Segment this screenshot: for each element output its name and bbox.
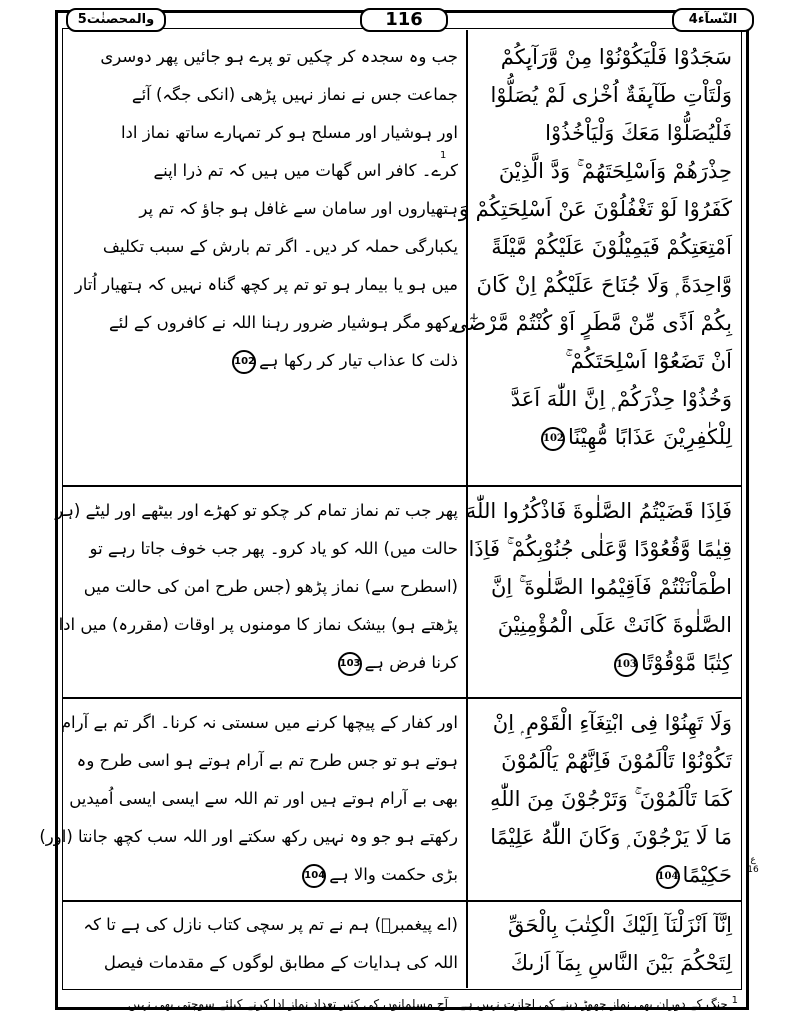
ayah-number-badge: 103 [338,652,362,676]
arabic-text: لِلْكٰفِرِيْنَ عَذَابًا مُّهِيْنًا [568,425,732,449]
arabic-line [480,418,732,456]
arabic-line: سَجَدُوْا فَلْيَكُوْنُوْا مِنْ وَّرَآىِٕكُمْ [500,45,732,69]
juz-title: والمحصنٰت5 [66,8,166,32]
arabic-line: اَمْتِعَتِكُمْ فَيَمِيْلُوْنَ عَلَيْكُمْ مَّيْلَةً [491,235,732,259]
arabic-line: قِيٰمًا وَّقُعُوْدًا وَّعَلٰى جُنُوْبِكُمْ ۚ فَاِذَا [468,537,732,561]
ayah-number-badge: 102 [541,427,565,451]
arabic-section-1 [450,38,732,456]
urdu-text: ذلت کا عذاب تیار کر رکھا ہے [259,351,458,370]
urdu-line [76,644,458,682]
urdu-text: کرنا فرض ہے [364,653,458,672]
section-divider [62,485,742,487]
arabic-line [480,856,732,894]
surah-title: النّسآء4 [672,8,754,32]
urdu-line: اللہ کی ہدایات کے مطابق لوگوں کے مقدمات فیصل [103,953,458,972]
ayah-number-badge: 102 [232,350,256,374]
arabic-line: وَلْتَاْتِ طَآىِٕفَةٌ اُخْرٰى لَمْ يُصَلُّوْا [490,83,732,107]
urdu-line: جب وہ سجدہ کر چکیں تو پرے ہو جائیں پھر دوسری [100,47,458,66]
urdu-section-4 [76,906,458,982]
arabic-line: بِكُمْ اَذًى مِّنْ مَّطَرٍ اَوْ كُنْتُمْ مَّرْضٰٓى [450,311,732,335]
urdu-line: جماعت جس نے نماز نہیں پڑھی (انکی جگہ) آئے [131,85,458,104]
urdu-section-1 [76,38,458,380]
footnote [66,990,738,1012]
section-divider [62,697,742,699]
urdu-line: پھر جب تم نماز تمام کر چکو تو کھڑے اور بیٹھے اور لیٹے (ہر [55,501,458,520]
page-number: 116 [360,8,448,32]
arabic-line: اَنْ تَضَعُوْٓا اَسْلِحَتَكُمْ ۚ [565,349,732,373]
arabic-line: اطْمَاْنَنْتُمْ فَاَقِيْمُوا الصَّلٰوةَ ۚ اِنَّ [491,575,732,599]
arabic-line: وَّاحِدَةً ۭ وَلَا جُنَاحَ عَلَيْكُمْ اِنْ كَانَ [476,273,732,297]
ayah-number-badge: 104 [656,865,680,889]
arabic-line: كَفَرُوْا لَوْ تَغْفُلُوْنَ عَنْ اَسْلِحَتِكُمْ وَ [458,197,732,221]
arabic-line: لِتَحْكُمَ بَيْنَ النَّاسِ بِمَآ اَرٰىكَ [510,951,732,975]
arabic-line: وَخُذُوْا حِذْرَكُمْ ۭ اِنَّ اللّٰهَ اَعَدَّ [510,387,732,411]
urdu-line: اور کفار کے پیچھا کرنے میں سستی نہ کرنا۔ اگر تم بے آرام [60,713,458,732]
arabic-line: اِنَّآ اَنْزَلْنَآ اِلَيْكَ الْكِتٰبَ بِالْحَقِّ [508,913,732,937]
arabic-line: فَلْيُصَلُّوْا مَعَكَ وَلْيَاْخُذُوْا [545,121,732,145]
urdu-line: ہوتے ہو تو جس طرح تم بے آرام ہوتے ہو اسی طرح وہ [76,751,458,770]
arabic-line: فَاِذَا قَضَيْتُمُ الصَّلٰوةَ فَاذْكُرُوا اللّٰهَ [465,499,732,523]
arabic-line: كَمَا تَاْلَمُوْنَ ۚ وَتَرْجُوْنَ مِنَ اللّٰهِ [489,787,732,811]
urdu-line: (اے پیغمبرؐ) ہم نے تم پر سچی کتاب نازل کی ہے تا کہ [83,915,458,934]
section-divider [62,900,742,902]
urdu-line [76,152,458,190]
ruku-marker: ع 16 [747,855,759,875]
urdu-line: یکبارگی حملہ کر دیں۔ اگر تم بارش کے سبب تکلیف [102,237,458,256]
arabic-line: حِذْرَهُمْ وَاَسْلِحَتَهُمْ ۚ وَدَّ الَّذِيْنَ [498,159,732,183]
arabic-section-2 [465,492,732,682]
urdu-line [76,856,458,894]
arabic-line: مَا لَا يَرْجُوْنَ ۭ وَكَانَ اللّٰهُ عَلِيْمًا [490,825,732,849]
arabic-text: حَكِيْمًا [682,863,732,887]
urdu-line [76,342,458,380]
ayah-number-badge: 103 [614,653,638,677]
urdu-line: رکھو مگر ہوشیار ضرور رہنا اللہ نے کافروں کے لئے [108,313,458,332]
footnote-text: جنگ کے دوران بھی نماز چھوڑ دینے کی اجازت نہیں ہے۔ آج مسلمانوں کی کثیر تعداد نماز ادا کرنے کیلئے سوچتی بھی نہیں۔ [120,997,728,1011]
urdu-section-2 [55,492,458,682]
urdu-text: کرے۔ کافر اس گھات میں ہیں کہ تم ذرا اپنے [153,161,458,180]
arabic-section-3 [480,704,732,894]
urdu-line: (اسطرح سے) نماز پڑھو (جس طرح امن کی حالت میں [83,577,458,596]
urdu-line: حالت میں) اللہ کو یاد کرو۔ پھر جب خوف جاتا رہے تو [89,539,458,558]
footnote-reference: 1 [440,150,447,161]
arabic-section-4 [480,906,732,982]
urdu-text: بڑی حکمت والا ہے [329,865,458,884]
urdu-section-3 [39,704,458,894]
urdu-line: رکھتے ہو جو وہ نہیں رکھ سکتے اور اللہ سب کچھ جانتا (اور) [39,827,458,846]
arabic-line: الصَّلٰوةَ كَانَتْ عَلَى الْمُؤْمِنِيْنَ [497,613,732,637]
urdu-line: اور ہوشیار اور مسلح ہو کر تمہارے ساتھ نماز ادا [120,123,458,142]
arabic-line [480,644,732,682]
footnote-number: 1 [731,995,738,1006]
ayah-number-badge: 104 [302,864,326,888]
urdu-line: میں ہو یا بیمار ہو تو تم پر کچھ گناہ نہیں کہ ہتھیار اُتار [74,275,458,294]
arabic-line: تَكُوْنُوْا تَاْلَمُوْنَ فَاِنَّهُمْ يَاْلَمُوْنَ [501,749,732,773]
urdu-line: ہتھیاروں اور سامان سے غافل ہو جاؤ کہ تم پر [139,199,458,218]
urdu-line: پڑھتے ہو) بیشک نماز کا مومنوں پر اوقات (مقررہ) میں ادا [58,615,458,634]
arabic-line: وَلَا تَهِنُوْا فِى ابْتِغَآءِ الْقَوْمِ ۭ اِنْ [492,711,732,735]
arabic-text: كِتٰبًا مَّوْقُوْتًا [641,651,732,675]
urdu-line: بھی بے آرام ہوتے ہیں اور تم اللہ سے ایسی ایسی اُمیدیں [69,789,458,808]
